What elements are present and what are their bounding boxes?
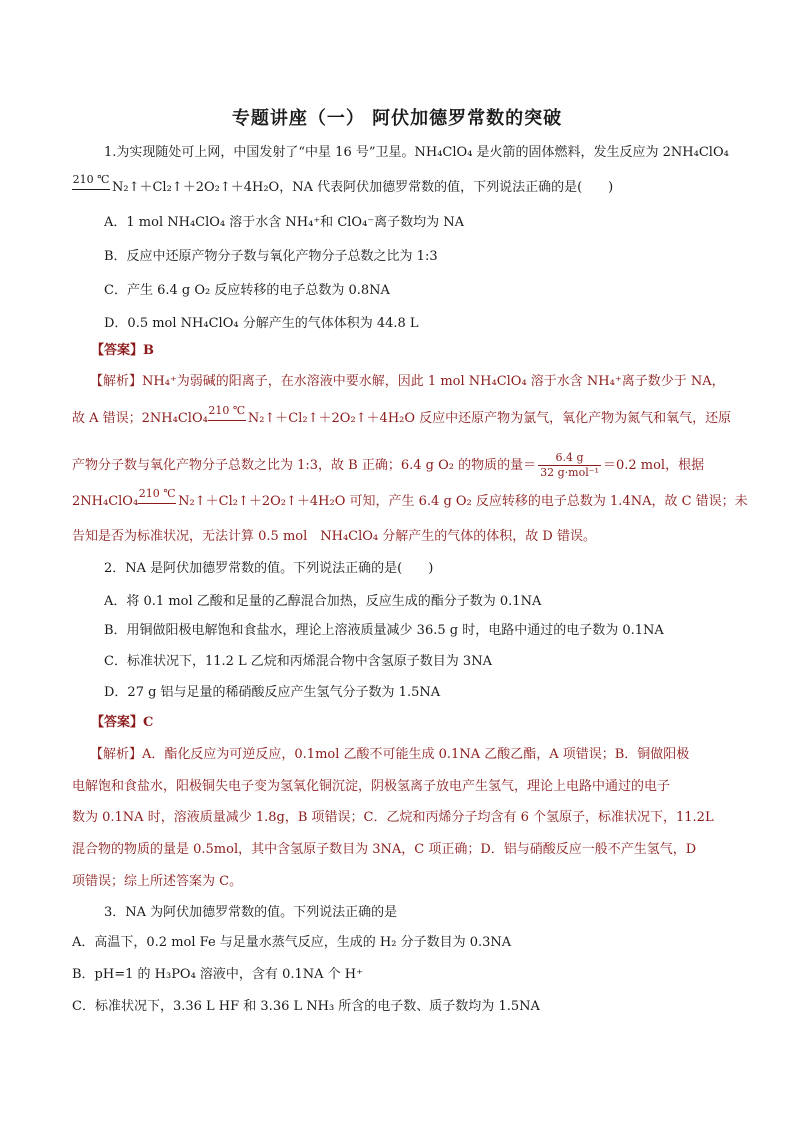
reaction-condition-arrow xyxy=(138,486,176,509)
q1-stem-line1: 1.为实现随处可上网，中国发射了“中星 16 号”卫星。NH₄ClO₄ 是火箭的固体燃料，发生反应为 2NH₄ClO₄ xyxy=(104,145,729,160)
q1-analysis-text: ＝0.2 mol，根据 xyxy=(602,458,705,473)
q1-analysis-text: 产物分子数与氧化产物分子总数之比为 1:3，故 B 正确；6.4 g O₂ 的物质的量＝ xyxy=(72,458,537,473)
q1-analysis-line4 xyxy=(72,486,748,512)
q2-option-d: D．27 g 铝与足量的稀硝酸反应产生氢气分子数为 1.5NA xyxy=(104,685,441,700)
q2-analysis-line5: 项错误；综上所述答案为 C。 xyxy=(72,874,243,889)
q1-analysis-line2 xyxy=(72,403,732,429)
q1-analysis-text: N₂↑＋Cl₂↑＋2O₂↑＋4H₂O 反应中还原产物为氯气，氧化产物为氮气和氧气，还原 xyxy=(247,411,732,426)
reaction-condition: 210 ℃ xyxy=(72,172,110,186)
q1-answer: 【答案】B xyxy=(91,343,154,358)
fraction-denominator: 32 g·mol⁻¹ xyxy=(540,466,599,479)
q3-option-a: A．高温下，0.2 mol Fe 与足量水蒸气反应，生成的 H₂ 分子数目为 0.3NA xyxy=(72,935,512,950)
q1-stem-equation: N₂↑＋Cl₂↑＋2O₂↑＋4H₂O，NA 代表阿伏加德罗常数的值，下列说法正确的是( ) xyxy=(112,180,614,195)
q1-stem-line2 xyxy=(72,172,614,198)
q2-analysis-line1: 【解析】A．酯化反应为可逆反应，0.1mol 乙酸不可能生成 0.1NA 乙酸乙酯，A 项错误；B．铜做阳极 xyxy=(90,747,690,762)
fraction xyxy=(538,451,601,480)
q2-analysis-line3: 数为 0.1NA 时，溶液质量减少 1.8g，B 项错误；C．乙烷和丙烯分子均含有 6 个氢原子，标准状况下，11.2L xyxy=(72,810,714,825)
q1-option-c: C．产生 6.4 g O₂ 反应转移的电子总数为 0.8NA xyxy=(104,283,390,298)
reaction-condition: 210 ℃ xyxy=(208,403,246,417)
q3-stem: 3．NA 为阿伏加德罗常数的值。下列说法正确的是 xyxy=(104,905,398,920)
q1-analysis-text: N₂↑＋Cl₂↑＋2O₂↑＋4H₂O 可知，产生 6.4 g O₂ 反应转移的电子总数为 1.4NA，故 C 错误；未 xyxy=(178,494,748,509)
q1-option-d: D．0.5 mol NH₄ClO₄ 分解产生的气体体积为 44.8 L xyxy=(104,316,419,331)
fraction-numerator: 6.4 g xyxy=(538,451,601,466)
reaction-condition: 210 ℃ xyxy=(138,486,176,500)
page-title: 专题讲座（一） 阿伏加德罗常数的突破 xyxy=(231,108,563,129)
q2-analysis-line2: 电解饱和食盐水，阳极铜失电子变为氢氧化铜沉淀，阴极氢离子放电产生氢气，理论上电路中通过的电子 xyxy=(72,779,671,794)
q3-option-b: B．pH=1 的 H₃PO₄ 溶液中，含有 0.1NA 个 H⁺ xyxy=(72,967,363,982)
q1-option-a: A．1 mol NH₄ClO₄ 溶于水含 NH₄⁺和 ClO₄⁻离子数均为 NA xyxy=(104,215,465,230)
q2-option-a: A．将 0.1 mol 乙酸和足量的乙醇混合加热，反应生成的酯分子数为 0.1NA xyxy=(104,594,542,609)
q1-analysis-text: 故 A 错误；2NH₄ClO₄ xyxy=(72,411,208,426)
q2-answer: 【答案】C xyxy=(91,715,154,730)
q1-analysis-line5: 告知是否为标准状况，无法计算 0.5 mol NH₄ClO₄ 分解产生的气体的体积，故 D 错误。 xyxy=(72,529,596,544)
q1-option-b: B．反应中还原产物分子数与氧化产物分子总数之比为 1:3 xyxy=(104,249,438,264)
q3-option-c: C．标准状况下，3.36 L HF 和 3.36 L NH₃ 所含的电子数、质子数均为 1.5NA xyxy=(72,999,540,1014)
q2-option-b: B．用铜做阳极电解饱和食盐水，理论上溶液质量减少 36.5 g 时，电路中通过的电子数为 0.1NA xyxy=(104,623,664,638)
reaction-condition-arrow xyxy=(208,403,246,426)
q1-analysis-line1: 【解析】NH₄⁺为弱碱的阳离子，在水溶液中要水解，因此 1 mol NH₄ClO₄ 溶于水含 NH₄⁺离子数少于 NA， xyxy=(90,374,725,389)
q1-analysis-line3 xyxy=(72,451,704,480)
q2-stem: 2．NA 是阿伏加德罗常数的值。下列说法正确的是( ) xyxy=(104,561,434,576)
reaction-condition-arrow xyxy=(72,172,110,195)
q2-analysis-line4: 混合物的物质的量是 0.5mol，其中含氢原子数目为 3NA，C 项正确；D．铝与硝酸反应一般不产生氢气，D xyxy=(72,842,697,857)
q2-option-c: C．标准状况下，11.2 L 乙烷和丙烯混合物中含氢原子数目为 3NA xyxy=(104,654,492,669)
q1-analysis-text: 2NH₄ClO₄ xyxy=(72,494,139,509)
